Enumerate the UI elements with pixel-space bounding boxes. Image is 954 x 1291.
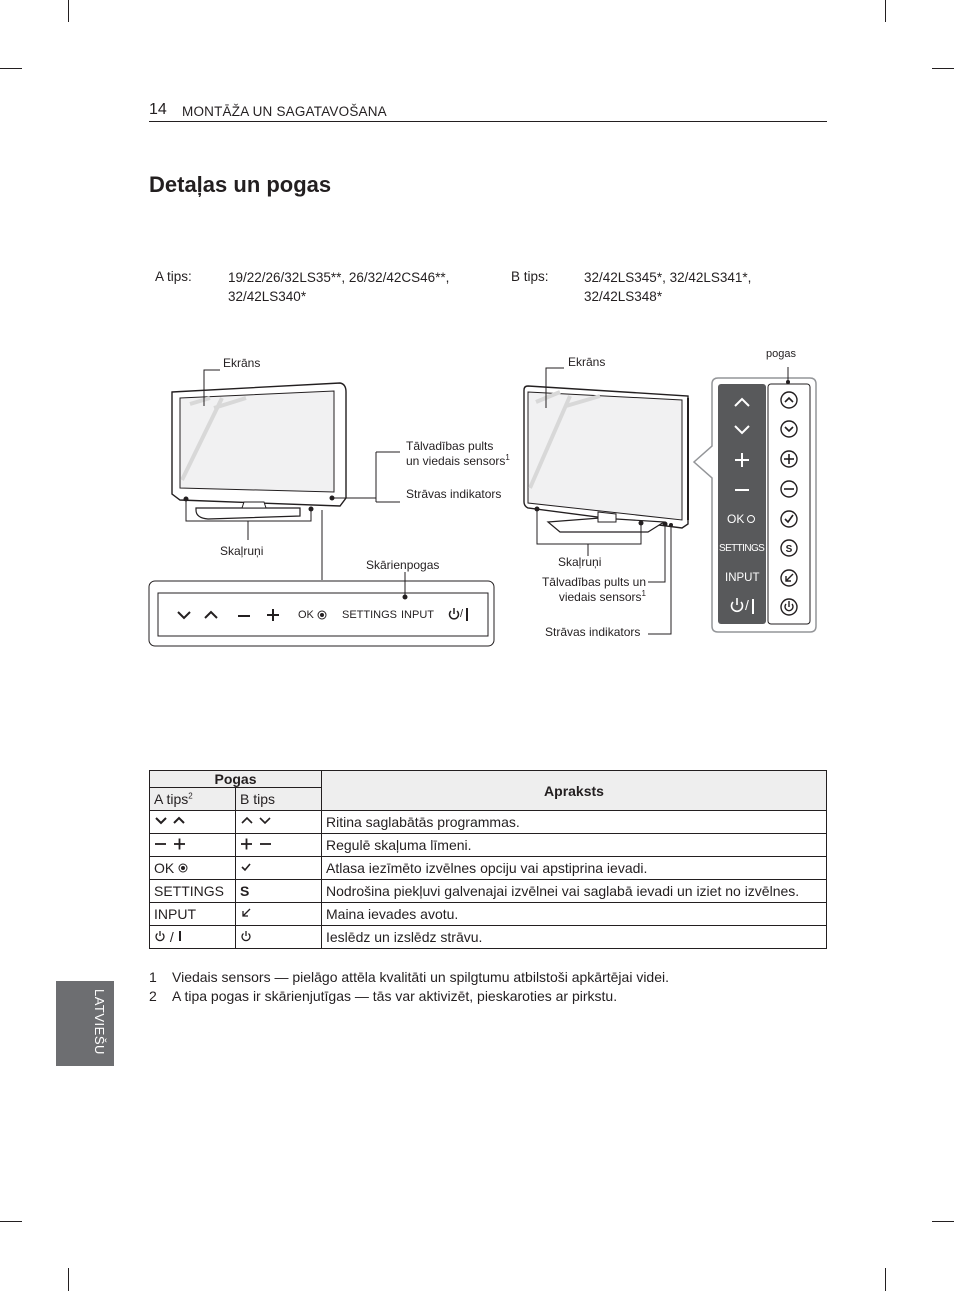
footnote-num: 1 (149, 969, 157, 985)
label-b-screen: Ekrāns (568, 355, 606, 369)
footnote-text: A tipa pogas ir skārienjutīgas — tās var aktivizēt, pieskaroties ar pirkstu. (172, 988, 618, 1004)
cell-b: S (236, 880, 322, 903)
input-circle-icon (781, 570, 797, 586)
page-number: 14 (149, 101, 167, 118)
buttons-table (149, 770, 827, 949)
label-a-speakers: Skaļruņi (220, 544, 264, 558)
type-b-models-line: 32/42LS348* (584, 289, 663, 304)
table-head-desc: Apraksts (322, 771, 827, 811)
cell-b (236, 811, 322, 834)
cell-desc: Atlasa iezīmēto izvēlnes opciju vai apstiprina ievadi. (322, 857, 827, 880)
cell-a-text: / (169, 929, 174, 945)
up-circle-icon (781, 392, 797, 408)
down-circle-icon (781, 421, 797, 437)
cell-desc: Ieslēdz un izslēdz strāvu. (322, 926, 827, 949)
input-arrow-icon (240, 907, 252, 919)
table-head-buttons: Pogas (150, 771, 322, 788)
language-tab (56, 981, 114, 1066)
check-circle-icon (781, 511, 797, 527)
check-icon (240, 861, 252, 873)
tv-b-screen (528, 392, 682, 520)
label-a-power: Strāvas indikators (406, 487, 502, 501)
crop-mark (68, 1268, 69, 1291)
label-b-remote-line: Tālvadības pults un (541, 575, 646, 589)
label-b-remote-line: viedais sensors (558, 590, 642, 604)
cell-a (150, 811, 236, 834)
crop-mark (932, 1221, 954, 1222)
type-a-models-line: 19/22/26/32LS35**, 26/32/42CS46**, (228, 270, 450, 285)
panel-b-input: INPUT (725, 572, 760, 584)
footnote-ref: 2 (188, 791, 193, 801)
up-down-icon (240, 815, 274, 827)
cell-a-text: OK (154, 860, 175, 876)
footnote-ref: 1 (641, 589, 646, 598)
label-b-remote (536, 575, 646, 604)
cell-b (236, 857, 322, 880)
footnote-2 (149, 988, 618, 1004)
cell-b (236, 926, 322, 949)
panel-a-power-sep: / (460, 608, 464, 620)
button-panel-dark (718, 384, 766, 624)
cell-a (150, 926, 236, 949)
cell-a: INPUT (150, 903, 236, 926)
power-icon (240, 930, 252, 942)
footnote-text: Viedais sensors — pielāgo attēla kvalitāti un spilgtumu atbilstoši apkārtējai videi. (172, 969, 670, 985)
down-up-icon (154, 815, 188, 827)
minus-plus-icon (154, 838, 188, 850)
cell-a: SETTINGS (150, 880, 236, 903)
type-b-label: B tips: (511, 269, 549, 284)
panel-a-settings: SETTINGS (342, 609, 398, 621)
settings-circle-icon (781, 540, 797, 556)
type-a-label: A tips: (155, 269, 192, 284)
type-b-models-line: 32/42LS345*, 32/42LS341*, (584, 270, 752, 285)
label-a-touch: Skārienpogas (366, 558, 440, 572)
button-panel-light (768, 384, 810, 624)
label-a-screen: Ekrāns (223, 356, 261, 370)
footnote-ref: 1 (505, 453, 510, 462)
panel-a-ok: OK (298, 609, 314, 621)
cell-a (150, 857, 236, 880)
table-row (150, 834, 827, 857)
panel-b-settings: SETTINGS (719, 543, 765, 554)
svg-text:S: S (785, 544, 793, 555)
table-row (150, 903, 827, 926)
minus-circle-icon (781, 481, 797, 497)
page-title: Detaļas un pogas (149, 172, 332, 197)
crop-mark (0, 1221, 22, 1222)
table-head-a-text: A tips (154, 791, 189, 807)
footnote-num: 2 (149, 988, 157, 1004)
cell-desc: Maina ievades avotu. (322, 903, 827, 926)
power-circle-icon (781, 599, 797, 615)
type-a-models-line: 32/42LS340* (228, 289, 307, 304)
table-row (150, 926, 827, 949)
standby-bar-icon (178, 930, 182, 942)
table-row (150, 880, 827, 903)
cell-desc: Regulē skaļuma līmeni. (322, 834, 827, 857)
crop-mark (885, 1268, 886, 1291)
table-row (150, 811, 827, 834)
plus-circle-icon (781, 451, 797, 467)
table-head-b: B tips (236, 788, 322, 811)
panel-b-ok: OK (727, 512, 745, 526)
cell-desc: Nodrošina piekļuvi galvenajai izvēlnei vai saglabā ievadi un iziet no izvēlnes. (322, 880, 827, 903)
cell-b (236, 834, 322, 857)
radio-icon (178, 863, 188, 873)
label-b-buttons: pogas (766, 348, 796, 360)
label-b-speakers: Skaļruņi (558, 555, 602, 569)
label-a-remote-line: Tālvadības pults (406, 439, 494, 453)
table-row (150, 857, 827, 880)
panel-b-power-sep: / (745, 597, 749, 613)
cell-a (150, 834, 236, 857)
section-title: MONTĀŽA UN SAGATAVOŠANA (182, 104, 387, 119)
plus-minus-icon (240, 838, 274, 850)
footnote-1 (149, 969, 670, 985)
language-tab-label: LATVIEŠU (92, 989, 107, 1055)
table-head-a (150, 788, 236, 811)
label-a-remote-line: un viedais sensors (406, 454, 506, 468)
cell-b (236, 903, 322, 926)
panel-a-input: INPUT (401, 609, 434, 621)
cell-desc: Ritina saglabātās programmas. (322, 811, 827, 834)
power-icon (154, 930, 166, 942)
label-b-power: Strāvas indikators (545, 625, 641, 639)
